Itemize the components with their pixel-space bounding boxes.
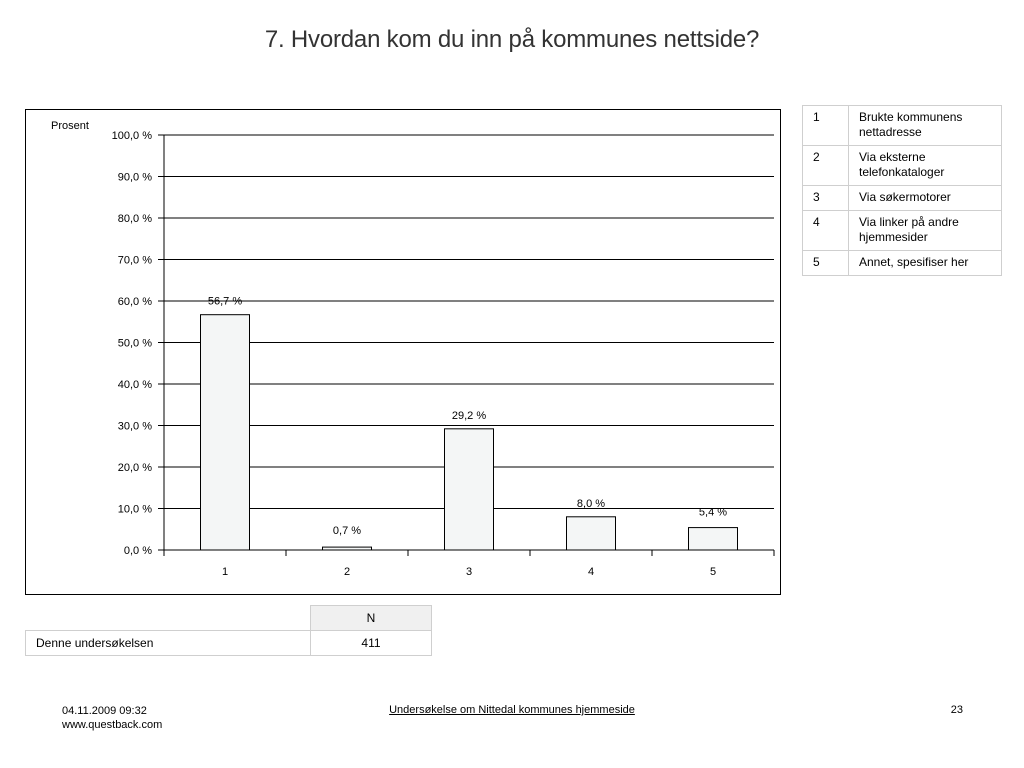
y-tick-label: 50,0 % <box>117 337 152 350</box>
y-tick-label: 60,0 % <box>117 296 152 308</box>
n-table-row-label: Denne undersøkelsen <box>26 631 311 656</box>
footer-site: www.questback.com <box>62 719 163 731</box>
bar <box>201 315 250 550</box>
data-label: 0,7 % <box>332 525 362 538</box>
x-tick-label: 1 <box>221 566 229 578</box>
y-tick-label: 0,0 % <box>123 545 152 557</box>
x-tick-label: 5 <box>709 566 717 578</box>
data-label: 8,0 % <box>576 497 606 510</box>
x-tick-label: 4 <box>587 566 595 578</box>
y-tick-label: 90,0 % <box>117 171 152 184</box>
y-tick-label: 40,0 % <box>117 379 152 391</box>
y-tick-label: 30,0 % <box>117 420 152 433</box>
legend-num: 2 <box>803 146 849 186</box>
n-table-header: N <box>311 606 432 631</box>
data-label: 5,4 % <box>698 506 728 519</box>
legend-num: 5 <box>803 251 849 276</box>
n-table-corner <box>26 606 311 631</box>
legend-row <box>803 146 1002 186</box>
y-tick-label: 20,0 % <box>117 462 152 474</box>
respondent-count-table <box>25 605 432 656</box>
legend-row <box>803 211 1002 251</box>
x-tick-label: 2 <box>343 566 351 578</box>
legend-label: Brukte kommunens nettadresse <box>849 106 1002 146</box>
legend-row <box>803 251 1002 276</box>
legend-label: Annet, spesifiser her <box>849 251 1002 276</box>
bar <box>445 429 494 550</box>
footer-page-number: 23 <box>950 704 963 716</box>
y-axis-title: Prosent <box>51 120 89 132</box>
footer-date: 04.11.2009 09:32 <box>62 705 147 717</box>
bar <box>567 517 616 550</box>
data-label: 56,7 % <box>207 295 243 308</box>
y-tick-label: 100,0 % <box>111 130 152 142</box>
x-tick-label: 3 <box>465 566 473 578</box>
chart-svg <box>26 110 782 596</box>
legend-label: Via søkermotorer <box>849 186 1002 211</box>
legend-num: 4 <box>803 211 849 251</box>
y-tick-label: 70,0 % <box>117 254 152 267</box>
y-tick-label: 10,0 % <box>117 503 152 516</box>
legend-num: 1 <box>803 106 849 146</box>
page-title: 7. Hvordan kom du inn på kommunes nettside? <box>264 26 760 53</box>
bar <box>689 528 738 550</box>
category-legend-table <box>802 105 1002 276</box>
y-tick-label: 80,0 % <box>117 213 152 225</box>
data-label: 29,2 % <box>451 409 487 422</box>
n-table-row-value: 411 <box>311 631 432 656</box>
legend-num: 3 <box>803 186 849 211</box>
legend-label: Via linker på andre hjemmesider <box>849 211 1002 251</box>
footer-survey-title: Undersøkelse om Nittedal kommunes hjemmeside <box>389 704 635 716</box>
legend-row <box>803 106 1002 146</box>
legend-row <box>803 186 1002 211</box>
bar-chart <box>25 109 781 595</box>
bar <box>323 547 372 550</box>
legend-label: Via eksterne telefonkataloger <box>849 146 1002 186</box>
